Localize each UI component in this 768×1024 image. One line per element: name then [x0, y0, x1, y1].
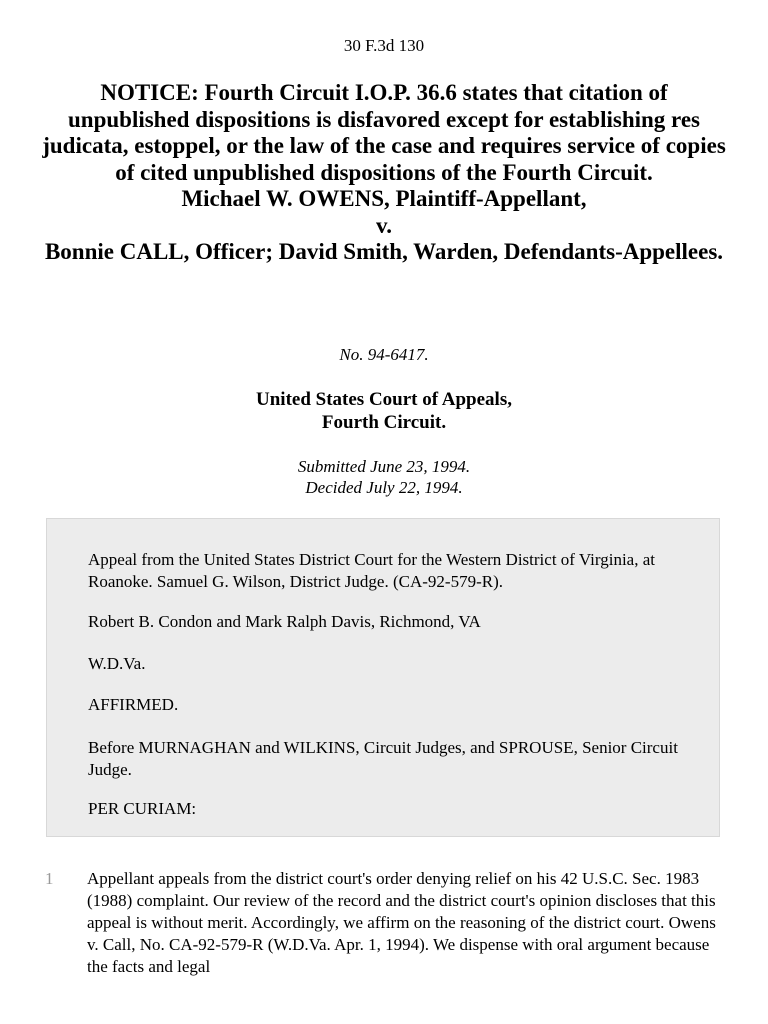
decided-date: Decided July 22, 1994.	[305, 478, 463, 497]
paragraph-text: Appellant appeals from the district court's order denying relief on his 42 U.S.C. Sec. 1983 (1988) complaint. Our review of the record and the district court's opinion discloses that this appeal is without merit. Accordingly, we affirm on the reasoning of the district court. Owens v. Call, No. CA-92-579-R (W.D.Va. Apr. 1, 1994). We dispense with oral argument because the facts and legal	[87, 869, 716, 976]
lower-court-text: W.D.Va.	[88, 654, 146, 673]
court-name	[0, 388, 768, 434]
unpublished-notice: NOTICE: Fourth Circuit I.O.P. 36.6 states that citation of unpublished dispositions is disfavored except for establishing res judicata, estoppel, or the law of the case and requires service of copies of cited unpublished dispositions of the Fourth Circuit.	[42, 80, 726, 185]
docket-number: No. 94-6417.	[339, 345, 429, 364]
panel-text: Before MURNAGHAN and WILKINS, Circuit Judges, and SPROUSE, Senior Circuit Judge.	[88, 738, 678, 779]
plaintiff-line: Michael W. OWENS, Plaintiff-Appellant,	[181, 186, 587, 211]
versus-line: v.	[376, 212, 392, 238]
opinion-type-text: PER CURIAM:	[88, 799, 197, 818]
court-name-line2: Fourth Circuit.	[321, 412, 447, 433]
case-dates	[0, 456, 768, 498]
submitted-date: Submitted June 23, 1994.	[297, 457, 471, 476]
paragraph-number: 1	[45, 869, 54, 888]
disposition-text: AFFIRMED.	[88, 695, 179, 714]
appeal-from-text: Appeal from the United States District Court for the Western District of Virginia, at Roanoke. Samuel G. Wilson, District Judge. (CA-92-579-R).	[88, 550, 655, 591]
court-name-line1: United States Court of Appeals,	[256, 389, 512, 410]
counsel-text: Robert B. Condon and Mark Ralph Davis, Richmond, VA	[88, 612, 481, 631]
case-caption	[40, 80, 728, 266]
defendants-line: Bonnie CALL, Officer; David Smith, Warden, Defendants-Appellees.	[44, 239, 724, 264]
reporter-citation: 30 F.3d 130	[343, 36, 425, 55]
case-summary-box	[46, 518, 720, 837]
